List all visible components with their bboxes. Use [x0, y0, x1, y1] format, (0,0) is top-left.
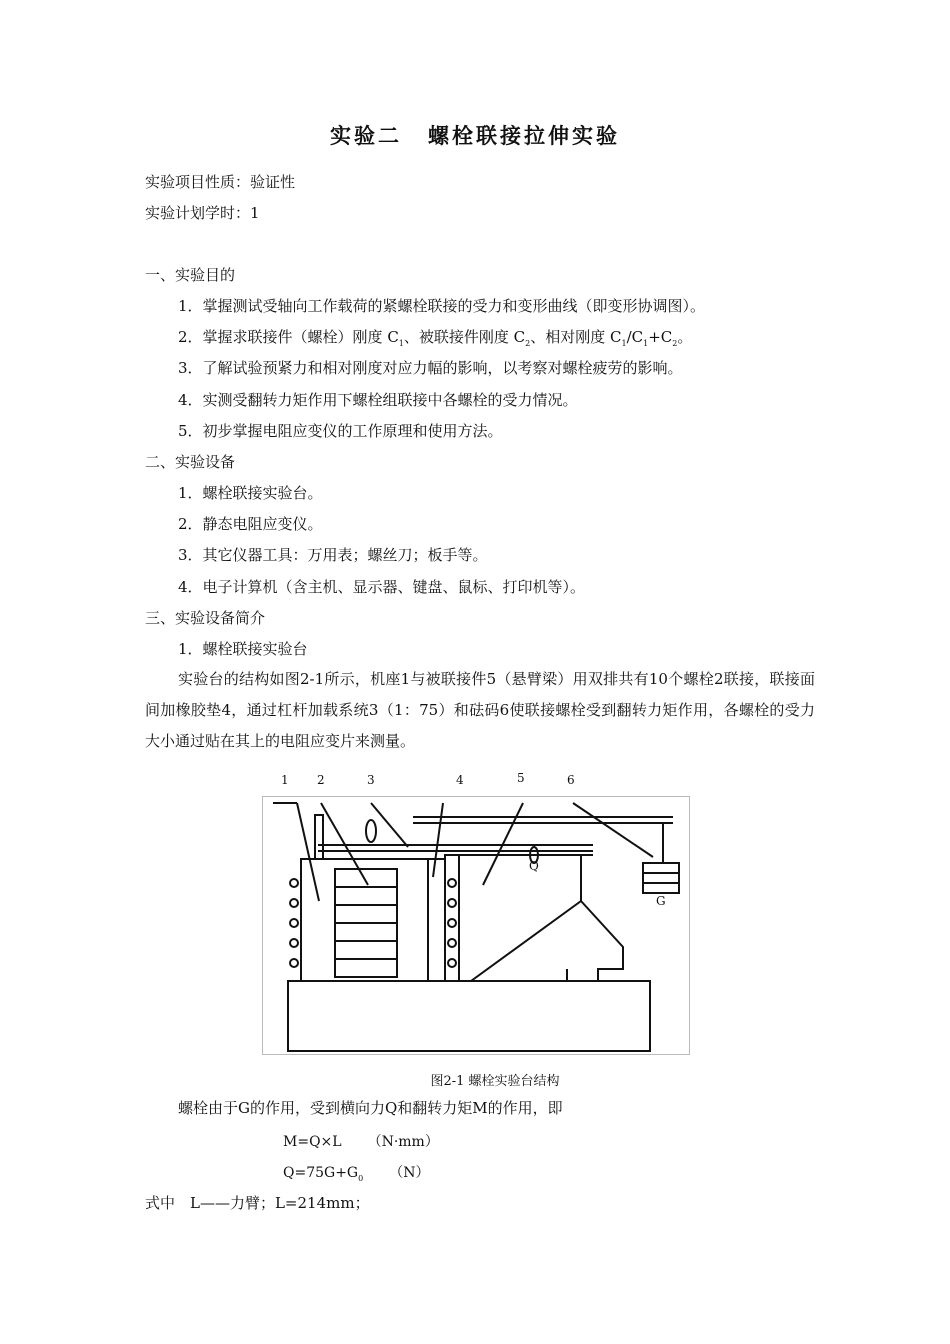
figure-label-4: 4 [456, 773, 464, 787]
after-paragraph: 螺栓由于G的作用，受到横向力Q和翻转力矩M的作用，即 [178, 1099, 563, 1117]
purpose-item-3: 3．了解试验预紧力和相对刚度对应力幅的影响，以考察对螺栓疲劳的影响。 [178, 359, 683, 377]
formula-force-expr: Q=75G+G [283, 1165, 359, 1181]
formula-moment-expr: M=Q×L [283, 1134, 342, 1150]
purpose-item-2-text-d: /C [626, 328, 644, 346]
section-heading-equipment: 二、实验设备 [145, 453, 236, 471]
subscript: 1 [621, 339, 627, 348]
formula-moment-unit: （N·mm） [367, 1134, 439, 1150]
purpose-item-2-text-c: 、相对刚度 C [530, 328, 622, 346]
section-heading-intro: 三、实验设备简介 [145, 609, 266, 627]
purpose-item-2-text-f: 。 [677, 328, 693, 346]
subscript: 0 [358, 1174, 364, 1183]
equipment-item-2: 2．静态电阻应变仪。 [178, 515, 323, 533]
purpose-item-2-text-e: +C [648, 328, 673, 346]
meta-hours: 实验计划学时：1 [145, 204, 260, 222]
formula-force-unit: （N） [389, 1165, 430, 1181]
figure-label-3: 3 [367, 773, 375, 787]
subscript: 2 [525, 339, 531, 348]
intro-item-1: 1．螺栓联接实验台 [178, 640, 308, 658]
formula-force [283, 1162, 429, 1183]
title-part1: 实验二 [330, 123, 402, 148]
rig-drawing [263, 797, 689, 1054]
subscript: 2 [672, 339, 678, 348]
figure-caption: 图2-1 螺栓实验台结构 [430, 1074, 560, 1089]
figure-label-q: Q [529, 859, 539, 873]
equipment-item-3: 3．其它仪器工具：万用表；螺丝刀；板手等。 [178, 546, 488, 564]
intro-paragraph: 实验台的结构如图2-1所示，机座1与被联接件5（悬臂梁）用双排共有10个螺栓2联接，联接面间加橡胶垫4，通过杠杆加载系统3（1：75）和砝码6使联接螺栓受到翻转力矩作用，各螺栓的受力大小通过贴在其上的电阻应变片来测量。 [145, 670, 815, 750]
base-block [288, 981, 650, 1051]
figure-label-5: 5 [517, 771, 525, 785]
equipment-item-4: 4．电子计算机（含主机、显示器、键盘、鼠标、打印机等）。 [178, 578, 586, 596]
purpose-item-2-text-b: 、被联接件刚度 C [403, 328, 526, 346]
section-heading-purpose: 一、实验目的 [145, 266, 236, 284]
purpose-item-4: 4．实测受翻转力矩作用下螺栓组联接中各螺栓的受力情况。 [178, 391, 578, 409]
figure-label-2: 2 [317, 773, 325, 787]
subscript: 1 [643, 339, 649, 348]
purpose-item-1: 1．掌握测试受轴向工作载荷的紧螺栓联接的受力和变形曲线（即变形协调图）。 [178, 297, 706, 315]
purpose-item-5: 5．初步掌握电阻应变仪的工作原理和使用方法。 [178, 422, 503, 440]
purpose-item-2 [178, 327, 692, 354]
purpose-item-2-text-a: 2．掌握求联接件（螺栓）刚度 C [178, 328, 399, 346]
figure-label-1: 1 [281, 773, 289, 787]
title-part2: 螺栓联接拉伸实验 [428, 123, 620, 148]
figure-label-6: 6 [567, 773, 575, 787]
meta-nature: 实验项目性质：验证性 [145, 173, 296, 191]
formula-moment [283, 1131, 439, 1151]
equipment-item-1: 1．螺栓联接实验台。 [178, 484, 323, 502]
page-title [0, 120, 950, 150]
figure-label-g: G [656, 894, 666, 908]
subscript: 1 [398, 339, 404, 348]
bolt-test-rig-figure [262, 796, 690, 1055]
where-line: 式中 L——力臂；L=214mm； [145, 1194, 370, 1212]
